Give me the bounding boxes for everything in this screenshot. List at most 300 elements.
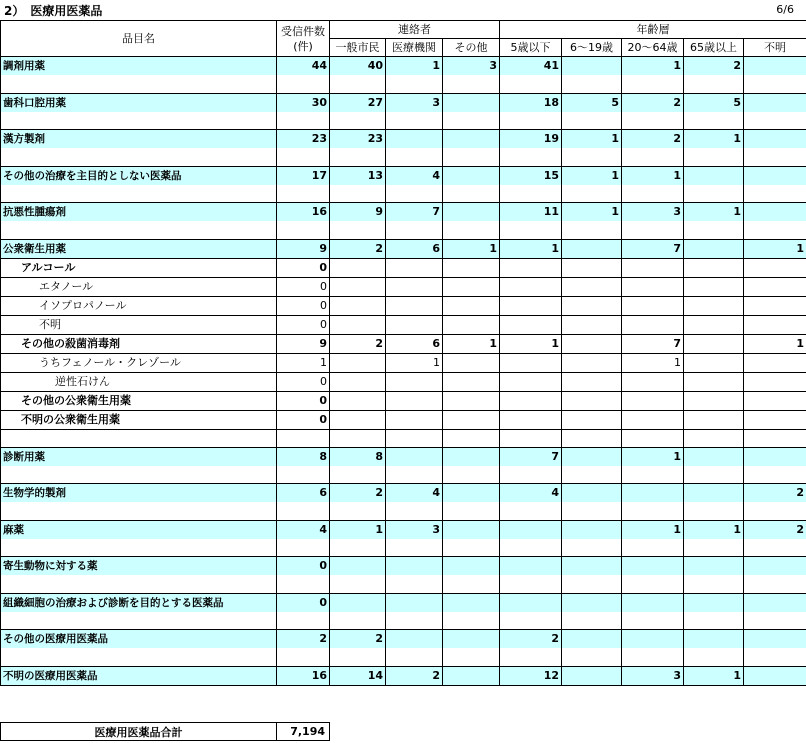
spacer-cell [622,466,684,484]
table-body [1,57,806,686]
row-value-cell [684,391,744,410]
row-value-cell [622,315,684,334]
row-value-cell [443,666,500,685]
spacer-cell [622,502,684,520]
row-value-cell: 41 [500,57,562,76]
row-value-cell [330,557,386,576]
row-value-cell [622,557,684,576]
row-value-cell: 6 [386,239,443,258]
spacer-cell [1,612,277,630]
row-value-cell: 3 [443,57,500,76]
spacer-cell [330,539,386,557]
row-item-name: 抗悪性腫瘍剤 [1,203,277,222]
row-value-cell [443,630,500,649]
spacer-cell [277,466,330,484]
row-value-cell [500,520,562,539]
spacer-cell [330,148,386,166]
row-value-cell [386,410,443,429]
row-value-cell [386,630,443,649]
spacer-cell [277,75,330,93]
row-value-cell [744,666,806,685]
spacer-cell [562,221,622,239]
row-value-cell [443,520,500,539]
row-value-cell: 1 [562,203,622,222]
header-item-name: 品目名 [1,21,277,57]
row-value-cell: 18 [500,93,562,112]
table-row [1,447,806,466]
row-value-cell: 40 [330,57,386,76]
spacer-cell [277,502,330,520]
row-value-cell [562,372,622,391]
spacer-cell [684,221,744,239]
spacer-cell [622,575,684,593]
row-value-cell [684,258,744,277]
row-value-cell [330,593,386,612]
spacer-cell [622,185,684,203]
table-row [1,239,806,258]
row-value-cell [443,557,500,576]
row-value-cell: 3 [386,93,443,112]
row-value-cell: 44 [277,57,330,76]
table-row [1,57,806,76]
row-value-cell: 1 [684,666,744,685]
spacer-cell [443,466,500,484]
row-value-cell: 1 [330,520,386,539]
row-value-cell [562,239,622,258]
row-value-cell [684,484,744,503]
row-value-cell: 23 [277,130,330,149]
row-value-cell [622,258,684,277]
row-value-cell: 0 [277,410,330,429]
spacer-cell [443,75,500,93]
spacer-cell [744,148,806,166]
spacer-cell [744,112,806,130]
spacer-cell [330,648,386,666]
spacer-cell [684,75,744,93]
row-value-cell [443,166,500,185]
row-value-cell [744,630,806,649]
header-age-65plus: 65歳以上 [684,39,744,57]
row-value-cell [622,630,684,649]
row-value-cell: 2 [622,130,684,149]
row-value-cell [562,391,622,410]
row-value-cell: 1 [684,130,744,149]
row-value-cell: 30 [277,93,330,112]
row-value-cell [684,447,744,466]
spacer-cell [744,429,806,447]
spacer-row [1,148,806,166]
table-row [1,130,806,149]
spacer-row [1,75,806,93]
row-value-cell: 4 [500,484,562,503]
row-value-cell [744,93,806,112]
row-value-cell [386,277,443,296]
row-value-cell: 1 [443,239,500,258]
row-value-cell: 5 [562,93,622,112]
spacer-cell [500,502,562,520]
row-value-cell [562,296,622,315]
row-value-cell: 5 [684,93,744,112]
table-row [1,315,806,334]
table-row [1,391,806,410]
spacer-cell [562,539,622,557]
header-age-group: 年齢層 [500,21,806,39]
page-number: 6/6 [776,3,794,16]
spacer-cell [622,75,684,93]
row-value-cell [386,391,443,410]
row-value-cell [744,315,806,334]
row-value-cell [562,666,622,685]
row-value-cell [386,372,443,391]
section-title: 2） 医療用医薬品 [4,4,103,18]
row-item-name: 組織細胞の治療および診断を目的とする医薬品 [1,593,277,612]
spacer-cell [500,112,562,130]
row-item-name: 調剤用薬 [1,57,277,76]
row-item-name: その他の公衆衛生用薬 [1,391,277,410]
row-value-cell: 4 [277,520,330,539]
spacer-cell [443,429,500,447]
row-value-cell: 2 [684,57,744,76]
row-value-cell [443,315,500,334]
spacer-cell [386,648,443,666]
row-value-cell [500,372,562,391]
row-item-name: その他の医療用医薬品 [1,630,277,649]
row-value-cell: 23 [330,130,386,149]
spacer-cell [443,648,500,666]
row-value-cell [744,258,806,277]
table-row [1,166,806,185]
spacer-cell [1,148,277,166]
table-row [1,353,806,372]
table-row [1,410,806,429]
row-value-cell [744,593,806,612]
row-value-cell [330,410,386,429]
row-value-cell [443,203,500,222]
row-value-cell: 2 [330,239,386,258]
spacer-cell [1,221,277,239]
row-value-cell [443,410,500,429]
row-value-cell [562,593,622,612]
spacer-cell [330,575,386,593]
row-value-cell [386,557,443,576]
row-value-cell [684,630,744,649]
row-value-cell [330,258,386,277]
row-value-cell: 2 [744,520,806,539]
spacer-cell [684,148,744,166]
spacer-row [1,539,806,557]
row-value-cell [443,484,500,503]
row-value-cell: 9 [277,334,330,353]
row-value-cell [744,130,806,149]
row-value-cell [744,447,806,466]
table-row [1,277,806,296]
row-value-cell [500,593,562,612]
table-row [1,203,806,222]
row-value-cell: 7 [622,334,684,353]
spacer-cell [330,75,386,93]
spacer-cell [386,221,443,239]
spacer-cell [386,539,443,557]
row-value-cell [443,130,500,149]
row-item-name: 診断用薬 [1,447,277,466]
spacer-cell [277,575,330,593]
spacer-row [1,648,806,666]
spacer-cell [386,429,443,447]
spacer-row [1,612,806,630]
spacer-cell [562,648,622,666]
spacer-cell [744,466,806,484]
row-value-cell [443,593,500,612]
spacer-cell [562,112,622,130]
row-value-cell [386,130,443,149]
spacer-cell [500,429,562,447]
row-value-cell: 3 [386,520,443,539]
total-table [0,722,330,741]
row-value-cell [622,484,684,503]
row-value-cell [744,57,806,76]
row-value-cell: 0 [277,372,330,391]
row-value-cell: 1 [744,334,806,353]
row-value-cell [443,447,500,466]
row-value-cell [684,296,744,315]
row-value-cell [744,372,806,391]
spacer-row [1,221,806,239]
spacer-cell [562,466,622,484]
spacer-cell [562,75,622,93]
row-item-name: 歯科口腔用薬 [1,93,277,112]
spacer-row [1,575,806,593]
spacer-cell [744,75,806,93]
spacer-cell [744,221,806,239]
spacer-cell [1,466,277,484]
header-age-6-19: 6～19歳 [562,39,622,57]
spacer-cell [500,575,562,593]
row-value-cell: 1 [386,57,443,76]
row-value-cell [684,239,744,258]
row-value-cell: 2 [500,630,562,649]
row-value-cell [684,277,744,296]
spacer-cell [744,185,806,203]
total-label: 医療用医薬品合計 [1,723,277,741]
row-item-name: 不明の医療用医薬品 [1,666,277,685]
spacer-cell [500,466,562,484]
row-value-cell: 15 [500,166,562,185]
table-row [1,372,806,391]
table-row [1,666,806,685]
row-value-cell: 6 [386,334,443,353]
spacer-cell [1,429,277,447]
row-value-cell [744,557,806,576]
row-item-name: 不明の公衆衛生用薬 [1,410,277,429]
spacer-cell [386,575,443,593]
row-value-cell: 2 [330,630,386,649]
row-value-cell [500,315,562,334]
row-value-cell [500,557,562,576]
row-value-cell: 13 [330,166,386,185]
header-contact-medical: 医療機関 [386,39,443,57]
spacer-cell [330,466,386,484]
spacer-cell [386,612,443,630]
spacer-cell [562,502,622,520]
row-value-cell: 1 [622,57,684,76]
row-value-cell [562,447,622,466]
row-value-cell [443,258,500,277]
spacer-cell [330,185,386,203]
header-age-20-64: 20～64歳 [622,39,684,57]
row-value-cell [443,353,500,372]
spacer-cell [684,502,744,520]
row-value-cell [443,296,500,315]
spacer-cell [684,429,744,447]
row-item-name: エタノール [1,277,277,296]
spacer-cell [684,612,744,630]
header-age-unknown: 不明 [744,39,806,57]
row-value-cell: 0 [277,277,330,296]
row-value-cell [386,296,443,315]
row-value-cell: 2 [277,630,330,649]
row-value-cell [562,277,622,296]
spacer-cell [744,539,806,557]
row-value-cell: 4 [386,484,443,503]
spacer-cell [500,648,562,666]
spacer-cell [386,502,443,520]
row-value-cell [684,593,744,612]
table-row [1,557,806,576]
row-value-cell: 2 [330,334,386,353]
row-value-cell [684,334,744,353]
header-received-line2: (件) [293,39,313,53]
spacer-cell [277,221,330,239]
row-value-cell [562,410,622,429]
row-value-cell: 1 [622,353,684,372]
table-row [1,93,806,112]
spacer-cell [744,648,806,666]
row-value-cell: 8 [277,447,330,466]
header-received-count [277,21,330,57]
row-value-cell: 1 [562,130,622,149]
spacer-cell [1,575,277,593]
row-value-cell: 4 [386,166,443,185]
spacer-cell [622,648,684,666]
row-value-cell [744,166,806,185]
row-value-cell [622,277,684,296]
row-value-cell [443,391,500,410]
row-value-cell [622,391,684,410]
row-value-cell: 6 [277,484,330,503]
spacer-cell [1,75,277,93]
spacer-cell [386,148,443,166]
spacer-cell [622,539,684,557]
row-value-cell [744,391,806,410]
spacer-cell [1,648,277,666]
row-value-cell [744,203,806,222]
row-value-cell [684,166,744,185]
row-value-cell: 12 [500,666,562,685]
row-value-cell: 0 [277,593,330,612]
spacer-cell [744,502,806,520]
spacer-cell [622,429,684,447]
row-value-cell: 0 [277,391,330,410]
spacer-cell [622,148,684,166]
row-value-cell [684,315,744,334]
spacer-cell [744,612,806,630]
row-value-cell: 19 [500,130,562,149]
row-value-cell [622,593,684,612]
table-row [1,520,806,539]
row-value-cell [500,353,562,372]
spacer-row [1,502,806,520]
spacer-cell [1,539,277,557]
spacer-cell [386,185,443,203]
spacer-cell [1,502,277,520]
table-row [1,296,806,315]
row-value-cell: 16 [277,203,330,222]
spacer-row [1,429,806,447]
row-value-cell: 1 [622,447,684,466]
spacer-cell [330,112,386,130]
row-item-name: アルコール [1,258,277,277]
row-value-cell [622,410,684,429]
row-value-cell [562,630,622,649]
row-value-cell [622,372,684,391]
row-value-cell: 1 [443,334,500,353]
spacer-cell [330,612,386,630]
spacer-row [1,185,806,203]
spacer-cell [622,221,684,239]
row-value-cell [330,277,386,296]
row-item-name: その他の治療を主目的としない医薬品 [1,166,277,185]
spacer-cell [684,185,744,203]
row-value-cell [684,410,744,429]
spacer-cell [562,612,622,630]
spacer-cell [330,502,386,520]
row-value-cell: 8 [330,447,386,466]
table-row [1,593,806,612]
row-value-cell [386,258,443,277]
row-value-cell: 2 [622,93,684,112]
row-value-cell: 0 [277,296,330,315]
row-value-cell [500,296,562,315]
row-value-cell [622,296,684,315]
spacer-cell [684,112,744,130]
row-value-cell: 27 [330,93,386,112]
header-contact-public: 一般市民 [330,39,386,57]
spacer-cell [562,185,622,203]
row-item-name: その他の殺菌消毒剤 [1,334,277,353]
spacer-cell [277,648,330,666]
spacer-cell [500,148,562,166]
table-row [1,334,806,353]
row-value-cell [562,520,622,539]
spacer-cell [1,185,277,203]
row-value-cell: 1 [684,203,744,222]
spacer-cell [562,575,622,593]
row-value-cell: 11 [500,203,562,222]
row-item-name: 寄生動物に対する薬 [1,557,277,576]
row-item-name: 麻薬 [1,520,277,539]
row-value-cell: 2 [330,484,386,503]
row-value-cell: 2 [744,484,806,503]
header-received-line1: 受信件数 [281,24,325,38]
spacer-cell [500,221,562,239]
row-value-cell: 17 [277,166,330,185]
spacer-cell [386,112,443,130]
row-value-cell [684,557,744,576]
row-value-cell: 1 [622,520,684,539]
spacer-cell [562,148,622,166]
row-value-cell [500,258,562,277]
row-item-name: 不明 [1,315,277,334]
